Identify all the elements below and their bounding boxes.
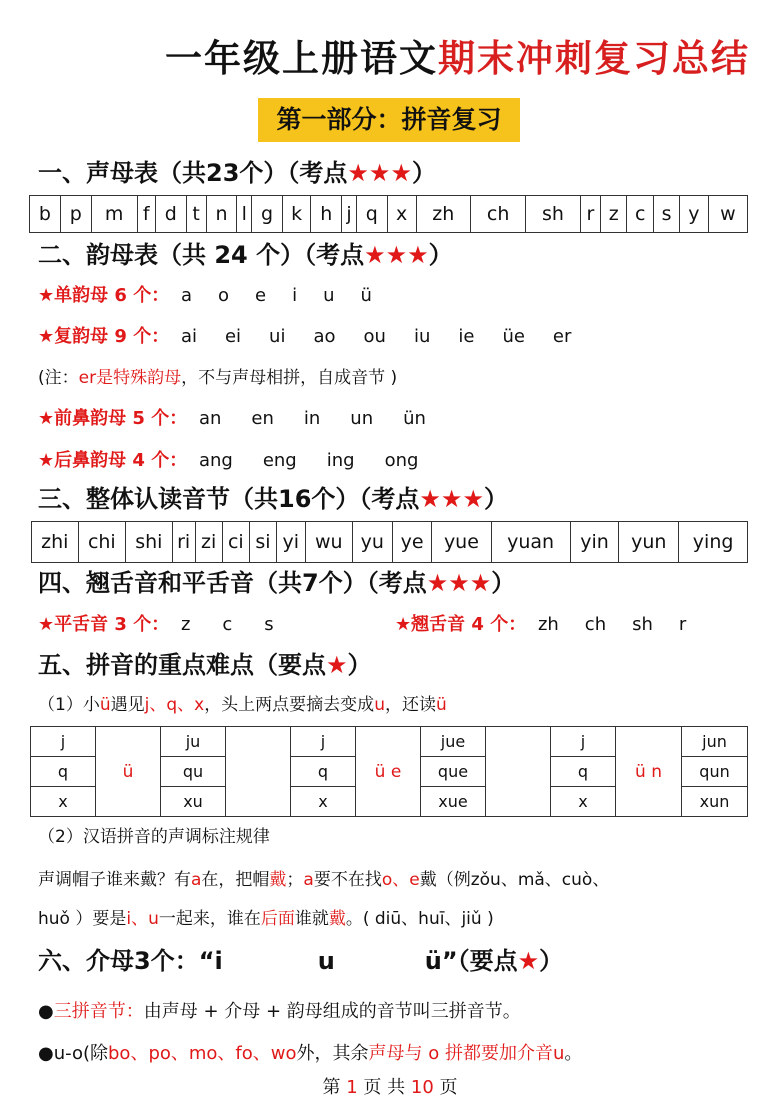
l-initial-q: q bbox=[31, 757, 96, 787]
syllable-cell: ri bbox=[172, 522, 195, 563]
syllable-cell: zhi bbox=[32, 522, 79, 563]
final-item: ai bbox=[180, 326, 197, 347]
b2-a: u-o(除 bbox=[53, 1043, 108, 1064]
syllable-cell: si bbox=[250, 522, 277, 563]
footer-b: 页 共 bbox=[363, 1077, 406, 1098]
l-initial-x: x bbox=[31, 787, 96, 817]
medial-u: u bbox=[317, 947, 335, 975]
initial-cell: z bbox=[601, 196, 627, 233]
final-item: u bbox=[323, 285, 335, 306]
section3-heading-text: 三、整体认读音节（共16个）（考点 bbox=[38, 485, 420, 513]
r-result-xun: xun bbox=[682, 787, 748, 817]
initial-item: c bbox=[222, 614, 233, 635]
bullet-dot: ● bbox=[38, 1043, 54, 1064]
syllables-table bbox=[31, 521, 748, 563]
rhyme1-i: 戴（例zǒu、mǎ、cuò、 bbox=[419, 870, 610, 890]
section2-heading bbox=[38, 240, 453, 270]
section5-star: ★ bbox=[326, 651, 348, 679]
r-initial-j: j bbox=[551, 727, 616, 757]
gap-cell-1 bbox=[226, 727, 291, 817]
final-item: er bbox=[552, 326, 572, 347]
rule1-g: ，还读 bbox=[384, 695, 436, 715]
rhyme2-c: 一起来，谁在 bbox=[158, 909, 261, 929]
section5-close: ） bbox=[347, 651, 372, 679]
syllable-cell: yin bbox=[570, 522, 619, 563]
section6-close: ） bbox=[539, 947, 564, 975]
r-initial-x: x bbox=[551, 787, 616, 817]
r-initial-q: q bbox=[551, 757, 616, 787]
bullet-uo-rule bbox=[38, 1042, 582, 1066]
l-mid: ü bbox=[96, 727, 161, 817]
initial-cell: l bbox=[237, 196, 252, 233]
initial-cell: sh bbox=[526, 196, 580, 233]
initial-cell: j bbox=[342, 196, 357, 233]
rule1-f: u bbox=[374, 695, 385, 715]
c-result-que: que bbox=[421, 757, 486, 787]
initial-cell: f bbox=[137, 196, 155, 233]
single-finals-line bbox=[38, 284, 372, 308]
initial-cell: d bbox=[155, 196, 186, 233]
section2-heading-text: 二、韵母表（共 24 个）（考点 bbox=[38, 241, 365, 269]
final-item: in bbox=[303, 408, 321, 429]
syllable-cell: yuan bbox=[491, 522, 570, 563]
single-finals-label: ★单韵母 6 个： bbox=[38, 285, 170, 306]
rule1-b: ü bbox=[99, 695, 111, 715]
rule1-c: 遇见 bbox=[110, 695, 145, 715]
section3-stars: ★★★ bbox=[419, 485, 484, 513]
section4-stars: ★★★ bbox=[426, 569, 492, 597]
initial-cell: y bbox=[679, 196, 708, 233]
rhyme2-g: 。( diū、huī、jiǔ ) bbox=[345, 909, 494, 929]
final-item: ie bbox=[458, 326, 475, 347]
section3-heading bbox=[38, 484, 508, 514]
initial-cell: s bbox=[654, 196, 680, 233]
rule1-d: j、q、x bbox=[144, 695, 205, 715]
final-item: ui bbox=[269, 326, 286, 347]
retroflex-values bbox=[532, 614, 686, 635]
note-red: er是特殊韵母 bbox=[78, 368, 182, 388]
section5-heading bbox=[38, 650, 372, 680]
section2-close: ） bbox=[428, 241, 453, 269]
rhyme1-b: a bbox=[191, 870, 202, 890]
back-nasal-line bbox=[38, 449, 418, 473]
single-finals-values bbox=[175, 285, 372, 306]
rhyme1-a: 声调帽子谁来戴？有 bbox=[38, 870, 191, 890]
section6-heading-text: 六、介母3个：“i bbox=[38, 947, 223, 975]
front-nasal-line bbox=[38, 407, 426, 431]
final-item: ou bbox=[363, 326, 386, 347]
c-mid: ü e bbox=[356, 727, 421, 817]
bullet-triple-syllable bbox=[38, 1000, 521, 1024]
initial-cell: k bbox=[282, 196, 310, 233]
syllable-cell: chi bbox=[78, 522, 125, 563]
note-post: ，不与声母相拼，自成音节 ) bbox=[181, 368, 398, 388]
final-item: en bbox=[251, 408, 274, 429]
final-item: ü bbox=[360, 285, 372, 306]
section1-stars: ★★★ bbox=[347, 159, 412, 187]
rhyme1-d: 戴 bbox=[269, 870, 287, 890]
section5-heading-text: 五、拼音的重点难点（要点 bbox=[38, 651, 326, 679]
syllable-cell: yue bbox=[432, 522, 491, 563]
l-result-xu: xu bbox=[161, 787, 226, 817]
section2-stars: ★★★ bbox=[364, 241, 429, 269]
final-item: iu bbox=[413, 326, 431, 347]
rhyme2-a: huǒ ）要是 bbox=[38, 909, 127, 929]
part-heading: 第一部分：拼音复习 bbox=[258, 98, 520, 142]
retroflex-line bbox=[395, 613, 686, 637]
section4-heading bbox=[38, 568, 515, 598]
flat-tongue-label: ★平舌音 3 个： bbox=[38, 614, 170, 635]
initial-item: sh bbox=[632, 614, 653, 635]
flat-tongue-values bbox=[175, 614, 274, 635]
initials-table bbox=[29, 195, 748, 233]
c-initial-q: q bbox=[291, 757, 356, 787]
rhyme2-d: 后面 bbox=[260, 909, 295, 929]
c-initial-x: x bbox=[291, 787, 356, 817]
initial-item: ch bbox=[584, 614, 607, 635]
initial-cell: g bbox=[252, 196, 283, 233]
r-result-qun: qun bbox=[682, 757, 748, 787]
title-part2: 期末冲刺 bbox=[438, 37, 594, 80]
initial-cell: t bbox=[186, 196, 206, 233]
syllable-cell: yu bbox=[352, 522, 392, 563]
initial-cell: x bbox=[387, 196, 416, 233]
back-nasal-values bbox=[193, 450, 419, 471]
initial-cell: w bbox=[708, 196, 747, 233]
initial-cell: n bbox=[206, 196, 237, 233]
section4-close: ） bbox=[491, 569, 516, 597]
rhyme2-f: 戴 bbox=[328, 909, 346, 929]
syllable-cell: yi bbox=[276, 522, 305, 563]
l-result-ju: ju bbox=[161, 727, 226, 757]
initial-cell: zh bbox=[416, 196, 470, 233]
syllable-cell: ying bbox=[679, 522, 748, 563]
flat-tongue-line bbox=[38, 613, 274, 637]
section1-heading bbox=[38, 158, 436, 188]
compound-finals-label: ★复韵母 9 个： bbox=[38, 326, 170, 347]
b2-d: 声母与 o 拼都要加介音u bbox=[368, 1043, 565, 1064]
back-nasal-label: ★后鼻韵母 4 个： bbox=[38, 450, 188, 471]
syllable-cell: ci bbox=[222, 522, 250, 563]
footer-a: 第 bbox=[322, 1077, 341, 1098]
section4-heading-text: 四、翘舌音和平舌音（共7个）（考点 bbox=[38, 569, 427, 597]
initial-cell: r bbox=[580, 196, 601, 233]
title-part3: 复习总结 bbox=[594, 37, 750, 80]
rhyme1-g: 要不在找 bbox=[313, 870, 382, 890]
syllable-cell: shi bbox=[126, 522, 173, 563]
final-item: ao bbox=[313, 326, 336, 347]
rhyme1-h: o、e bbox=[381, 870, 420, 890]
r-mid: ü n bbox=[616, 727, 682, 817]
final-item: ang bbox=[198, 450, 233, 471]
rhyme1-f: a bbox=[303, 870, 314, 890]
initial-cell: b bbox=[30, 196, 61, 233]
syllable-cell: wu bbox=[305, 522, 352, 563]
rhyme1-c: 在，把帽 bbox=[201, 870, 270, 890]
c-result-xue: xue bbox=[421, 787, 486, 817]
medial-v: ü”（要点 bbox=[424, 947, 518, 975]
initial-item: r bbox=[678, 614, 687, 635]
r-result-jun: jun bbox=[682, 727, 748, 757]
initial-item: zh bbox=[537, 614, 559, 635]
initial-cell: p bbox=[60, 196, 91, 233]
page-total: 10 bbox=[410, 1077, 434, 1098]
retroflex-label: ★翘舌音 4 个： bbox=[395, 614, 527, 635]
final-item: e bbox=[254, 285, 267, 306]
final-item: ong bbox=[384, 450, 419, 471]
final-item: üe bbox=[502, 326, 525, 347]
compound-finals-line bbox=[38, 325, 571, 349]
document-title bbox=[165, 36, 750, 82]
initial-cell: h bbox=[311, 196, 342, 233]
title-part1: 一年级上册语文 bbox=[165, 37, 438, 80]
final-item: ing bbox=[326, 450, 355, 471]
b1-text: 由声母 + 介母 + 韵母组成的音节叫三拼音节。 bbox=[143, 1001, 521, 1022]
gap-cell-2 bbox=[486, 727, 551, 817]
syllable-cell: zi bbox=[195, 522, 222, 563]
front-nasal-label: ★前鼻韵母 5 个： bbox=[38, 408, 188, 429]
initial-cell: m bbox=[91, 196, 137, 233]
footer-c: 页 bbox=[439, 1077, 458, 1098]
final-item: o bbox=[217, 285, 229, 306]
c-result-jue: jue bbox=[421, 727, 486, 757]
syllable-cell: ye bbox=[392, 522, 431, 563]
initial-cell: c bbox=[627, 196, 654, 233]
final-item: ün bbox=[403, 408, 426, 429]
section3-close: ） bbox=[483, 485, 508, 513]
tone-rhyme-line2 bbox=[38, 907, 494, 931]
section6-star: ★ bbox=[517, 947, 540, 975]
l-result-qu: qu bbox=[161, 757, 226, 787]
section6-heading bbox=[38, 946, 563, 976]
rule1-line bbox=[38, 693, 447, 717]
final-item: eng bbox=[262, 450, 297, 471]
final-item: a bbox=[180, 285, 192, 306]
rule1-e: ，头上两点要摘去变成 bbox=[204, 695, 375, 715]
b2-b: bo、po、mo、fo、wo bbox=[108, 1043, 297, 1064]
final-item: ei bbox=[224, 326, 242, 347]
b1-red: 三拼音节： bbox=[53, 1001, 144, 1022]
compound-finals-values bbox=[175, 326, 571, 347]
rule1-a: （1）小 bbox=[38, 695, 100, 715]
final-item: an bbox=[198, 408, 222, 429]
bullet-dot: ● bbox=[38, 1001, 54, 1022]
initial-cell: q bbox=[356, 196, 387, 233]
page-number: 1 bbox=[346, 1077, 358, 1098]
page-footer bbox=[0, 1076, 780, 1100]
rule1-h: ü bbox=[435, 695, 447, 715]
rule2-heading: （2）汉语拼音的声调标注规律 bbox=[38, 827, 270, 847]
tone-rhyme-line1 bbox=[38, 868, 609, 892]
rhyme2-b: i、u bbox=[126, 909, 159, 929]
final-item: i bbox=[292, 285, 298, 306]
note-pre: (注： bbox=[38, 368, 79, 388]
rhyme2-e: 谁就 bbox=[294, 909, 329, 929]
c-initial-j: j bbox=[291, 727, 356, 757]
initial-cell: ch bbox=[470, 196, 525, 233]
rhyme1-e: ； bbox=[286, 870, 304, 890]
initial-item: z bbox=[180, 614, 191, 635]
syllable-cell: yun bbox=[619, 522, 679, 563]
final-item: un bbox=[350, 408, 374, 429]
section1-close: ） bbox=[411, 159, 436, 187]
u-rule-table bbox=[30, 726, 748, 817]
front-nasal-values bbox=[193, 408, 426, 429]
initial-item: s bbox=[264, 614, 274, 635]
b2-e: 。 bbox=[564, 1043, 583, 1064]
l-initial-j: j bbox=[31, 727, 96, 757]
section1-heading-text: 一、声母表（共23个）（考点 bbox=[38, 159, 348, 187]
b2-c: 外，其余 bbox=[296, 1043, 369, 1064]
er-note bbox=[38, 366, 397, 390]
